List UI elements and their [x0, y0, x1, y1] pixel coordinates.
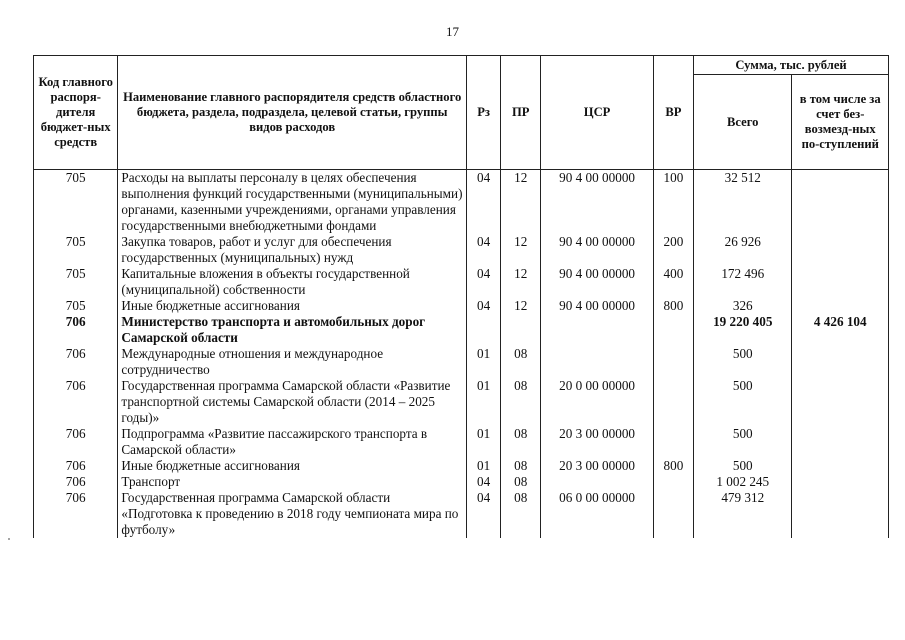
table-row	[34, 346, 889, 378]
cell-rz: 04	[467, 170, 501, 235]
cell-csr: 90 4 00 00000	[541, 298, 654, 314]
cell-csr: 20 3 00 00000	[541, 458, 654, 474]
cell-csr: 06 0 00 00000	[541, 490, 654, 538]
cell-total: 1 002 245	[694, 474, 792, 490]
cell-rz: 04	[467, 266, 501, 298]
cell-rz: 04	[467, 298, 501, 314]
header-code: Код главного распоря-дителя бюджет-ных средств	[34, 56, 118, 170]
cell-csr: 90 4 00 00000	[541, 266, 654, 298]
cell-total: 479 312	[694, 490, 792, 538]
cell-total: 32 512	[694, 170, 792, 235]
cell-vr	[653, 346, 693, 378]
cell-including: 4 426 104	[792, 314, 889, 346]
cell-rz: 01	[467, 378, 501, 426]
cell-csr	[541, 474, 654, 490]
table-row	[34, 314, 889, 346]
cell-csr: 90 4 00 00000	[541, 234, 654, 266]
cell-total: 500	[694, 426, 792, 458]
header-name: Наименование главного распорядителя средств областного бюджета, раздела, подраздела, целевой статьи, группы видов расходов	[118, 56, 467, 170]
cell-including	[792, 234, 889, 266]
cell-rz: 01	[467, 458, 501, 474]
header-rz: Рз	[467, 56, 501, 170]
cell-code: 705	[34, 170, 118, 235]
cell-csr: 20 0 00 00000	[541, 378, 654, 426]
cell-code: 706	[34, 490, 118, 538]
cell-vr: 100	[653, 170, 693, 235]
cell-name: Подпрограмма «Развитие пассажирского транспорта в Самарской области»	[118, 426, 467, 458]
cell-csr	[541, 346, 654, 378]
cell-including	[792, 298, 889, 314]
table-row	[34, 298, 889, 314]
cell-rz: 01	[467, 426, 501, 458]
header-vr: ВР	[653, 56, 693, 170]
table-row	[34, 234, 889, 266]
cell-csr	[541, 314, 654, 346]
table-row	[34, 474, 889, 490]
cell-including	[792, 170, 889, 235]
header-sum-group: Сумма, тыс. рублей	[694, 56, 889, 75]
cell-total: 500	[694, 378, 792, 426]
header-csr: ЦСР	[541, 56, 654, 170]
cell-including	[792, 474, 889, 490]
cell-csr: 20 3 00 00000	[541, 426, 654, 458]
table-body	[34, 170, 889, 539]
cell-vr	[653, 490, 693, 538]
cell-csr: 90 4 00 00000	[541, 170, 654, 235]
cell-total: 172 496	[694, 266, 792, 298]
cell-rz: 04	[467, 474, 501, 490]
cell-code: 706	[34, 458, 118, 474]
cell-vr: 400	[653, 266, 693, 298]
cell-including	[792, 266, 889, 298]
scan-mark	[8, 538, 10, 540]
header-including: в том числе за счет без-возмезд-ных по-ступлений	[792, 75, 889, 170]
cell-pr: 08	[501, 426, 541, 458]
cell-including	[792, 426, 889, 458]
cell-rz: 04	[467, 234, 501, 266]
cell-code: 706	[34, 346, 118, 378]
cell-vr: 800	[653, 458, 693, 474]
cell-name: Государственная программа Самарской области «Подготовка к проведению в 2018 году чемпионата мира по футболу»	[118, 490, 467, 538]
cell-pr	[501, 314, 541, 346]
header-pr: ПР	[501, 56, 541, 170]
cell-rz: 01	[467, 346, 501, 378]
cell-rz: 04	[467, 490, 501, 538]
cell-total: 26 926	[694, 234, 792, 266]
cell-rz	[467, 314, 501, 346]
header-total: Всего	[694, 75, 792, 170]
cell-total: 19 220 405	[694, 314, 792, 346]
cell-code: 705	[34, 266, 118, 298]
cell-pr: 12	[501, 298, 541, 314]
cell-pr: 08	[501, 378, 541, 426]
cell-vr: 800	[653, 298, 693, 314]
cell-code: 705	[34, 234, 118, 266]
cell-vr: 200	[653, 234, 693, 266]
cell-name: Капитальные вложения в объекты государственной (муниципальной) собственности	[118, 266, 467, 298]
table-row	[34, 378, 889, 426]
cell-including	[792, 490, 889, 538]
cell-name: Транспорт	[118, 474, 467, 490]
cell-code: 706	[34, 426, 118, 458]
cell-vr	[653, 426, 693, 458]
cell-including	[792, 378, 889, 426]
cell-total: 500	[694, 458, 792, 474]
cell-total: 500	[694, 346, 792, 378]
cell-including	[792, 458, 889, 474]
cell-vr	[653, 378, 693, 426]
cell-pr: 08	[501, 346, 541, 378]
cell-code: 706	[34, 378, 118, 426]
cell-name: Иные бюджетные ассигнования	[118, 298, 467, 314]
cell-name: Государственная программа Самарской области «Развитие транспортной системы Самарской области (2014 – 2025 годы)»	[118, 378, 467, 426]
cell-pr: 08	[501, 490, 541, 538]
cell-pr: 12	[501, 170, 541, 235]
cell-code: 706	[34, 314, 118, 346]
table-row	[34, 458, 889, 474]
cell-name: Расходы на выплаты персоналу в целях обеспечения выполнения функций государственными (муниципальными) органами, казенными учреждениями, органами управления государственными внебюджетными фондами	[118, 170, 467, 235]
table-header	[34, 56, 889, 170]
cell-total: 326	[694, 298, 792, 314]
cell-pr: 12	[501, 266, 541, 298]
cell-code: 705	[34, 298, 118, 314]
cell-name: Закупка товаров, работ и услуг для обеспечения государственных (муниципальных) нужд	[118, 234, 467, 266]
budget-table	[33, 55, 889, 538]
cell-pr: 08	[501, 458, 541, 474]
table-row	[34, 170, 889, 235]
page-number: 17	[446, 24, 459, 39]
cell-including	[792, 346, 889, 378]
cell-vr	[653, 474, 693, 490]
cell-name: Международные отношения и международное сотрудничество	[118, 346, 467, 378]
cell-vr	[653, 314, 693, 346]
table-row	[34, 490, 889, 538]
cell-code: 706	[34, 474, 118, 490]
table-row	[34, 426, 889, 458]
cell-name: Министерство транспорта и автомобильных дорог Самарской области	[118, 314, 467, 346]
table-row	[34, 266, 889, 298]
cell-pr: 12	[501, 234, 541, 266]
cell-name: Иные бюджетные ассигнования	[118, 458, 467, 474]
cell-pr: 08	[501, 474, 541, 490]
